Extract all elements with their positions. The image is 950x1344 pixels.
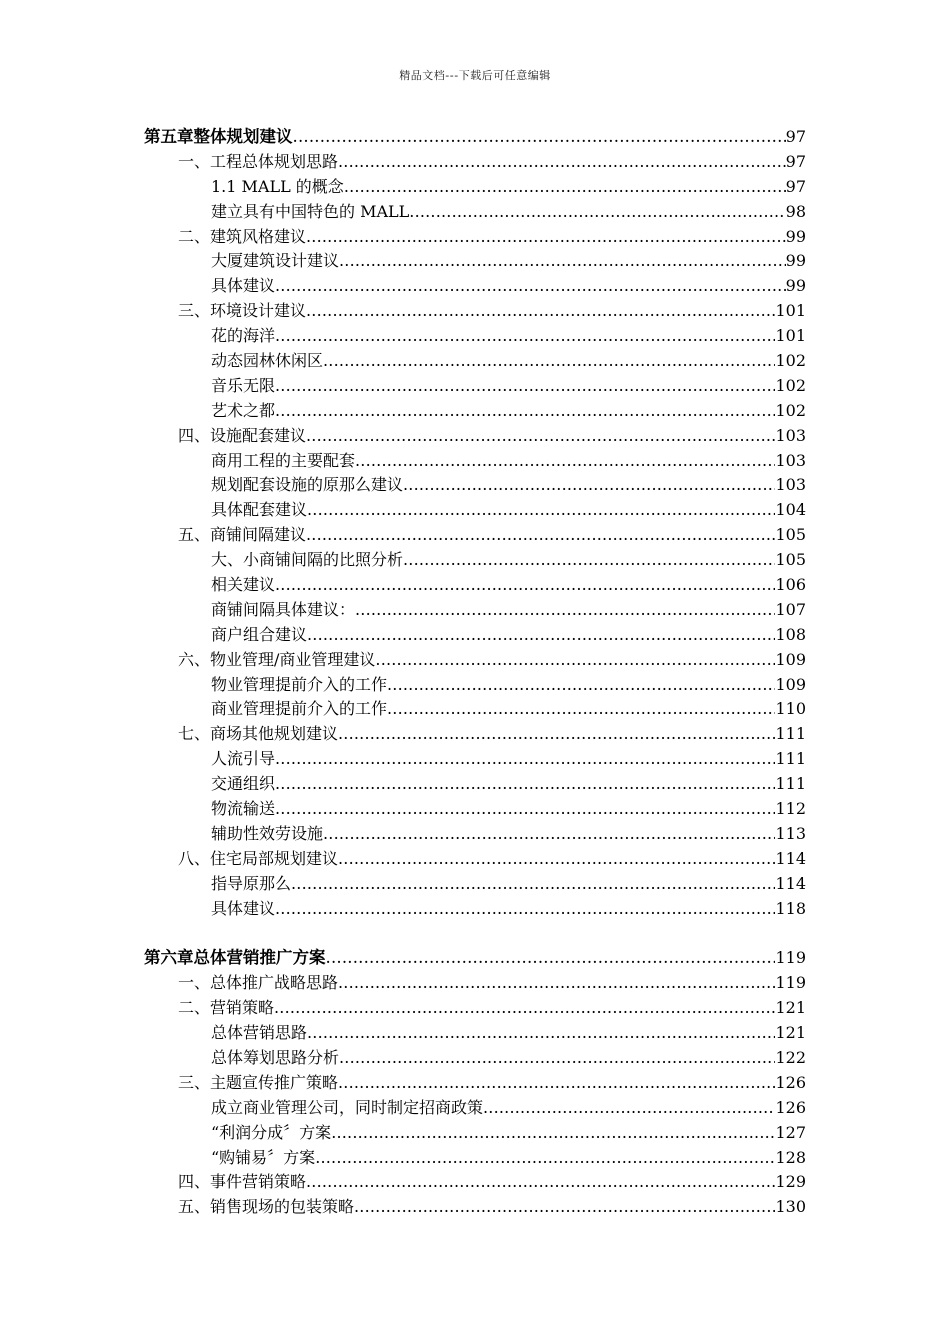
- dot-leader: [315, 1146, 775, 1171]
- toc-page-number: 129: [775, 1172, 806, 1192]
- dot-leader: [403, 473, 775, 498]
- toc-entry[interactable]: [144, 1121, 806, 1146]
- toc-page-number: 109: [775, 649, 806, 669]
- dot-leader: [344, 175, 786, 200]
- dot-leader: [403, 548, 775, 573]
- dot-leader: [307, 498, 775, 523]
- toc-entry-title: 辅助性效劳设施: [211, 823, 324, 843]
- toc-page-number: 114: [775, 848, 806, 868]
- toc-entry[interactable]: [144, 548, 806, 573]
- toc-entry-title: 六、物业管理/商业管理建议: [178, 649, 376, 669]
- dot-leader: [275, 399, 775, 424]
- dot-leader: [339, 1046, 775, 1071]
- dot-leader: [339, 249, 786, 274]
- toc-entry-title: 人流引导: [211, 749, 276, 769]
- toc-page-number: 126: [775, 1072, 806, 1092]
- toc-entry-title: 第六章总体营销推广方案: [144, 948, 326, 968]
- dot-leader: [306, 523, 775, 548]
- toc-entry-title: 商业管理提前介入的工作: [211, 699, 388, 719]
- toc-entry-title: 指导原那么: [211, 873, 292, 893]
- toc-entry-title: 交通组织: [211, 774, 276, 794]
- toc-entry-title: 物流输送: [211, 799, 276, 819]
- dot-leader: [293, 125, 786, 150]
- toc-page-number: 114: [775, 873, 806, 893]
- toc-page-number: 99: [785, 276, 806, 296]
- toc-entry[interactable]: [144, 424, 806, 449]
- toc-page-number: 111: [775, 749, 806, 769]
- toc-page-number: 122: [775, 1047, 806, 1067]
- dot-leader: [409, 200, 785, 225]
- toc-entry[interactable]: [144, 872, 806, 897]
- dot-leader: [354, 1195, 775, 1220]
- toc-entry[interactable]: [144, 648, 806, 673]
- toc-entry[interactable]: [144, 249, 806, 274]
- dot-leader: [338, 1071, 775, 1096]
- toc-entry[interactable]: [144, 1195, 806, 1220]
- toc-entry-title: 八、住宅局部规划建议: [178, 848, 339, 868]
- dot-leader: [291, 872, 775, 897]
- toc-page-number: 121: [775, 1023, 806, 1043]
- toc-entry[interactable]: [144, 1146, 806, 1171]
- dot-leader: [275, 897, 775, 922]
- toc-entry[interactable]: [144, 971, 806, 996]
- toc-page-number: 97: [785, 127, 806, 146]
- toc-entry[interactable]: [144, 1021, 806, 1046]
- toc-page-number: 102: [775, 400, 806, 420]
- toc-entry-title: 建立具有中国特色的 MALL: [211, 201, 410, 221]
- toc-page-number: 107: [775, 599, 806, 619]
- dot-leader: [483, 1096, 775, 1121]
- toc-page-number: 102: [775, 375, 806, 395]
- toc-entry[interactable]: [144, 274, 806, 299]
- dot-leader: [338, 150, 786, 175]
- toc-page-number: 99: [785, 226, 806, 246]
- toc-entry-title: 五、销售现场的包装策略: [178, 1197, 355, 1217]
- toc-entry[interactable]: [144, 225, 806, 250]
- dot-leader: [338, 971, 775, 996]
- dot-leader: [375, 648, 775, 673]
- toc-entry-title: 1.1 MALL 的概念: [211, 176, 344, 196]
- toc-entry[interactable]: [144, 772, 806, 797]
- toc-entry-title: “购铺易〞方案: [211, 1147, 316, 1167]
- toc-entry[interactable]: [144, 1046, 806, 1071]
- dot-leader: [306, 424, 775, 449]
- toc-page-number: 119: [775, 948, 806, 968]
- table-of-contents: [144, 125, 806, 1220]
- toc-entry-title: 商户组合建议: [211, 624, 308, 644]
- dot-leader: [323, 822, 775, 847]
- toc-entry[interactable]: [144, 623, 806, 648]
- dot-leader: [338, 722, 775, 747]
- toc-entry-title: 花的海洋: [211, 326, 276, 346]
- toc-page-number: 112: [775, 799, 806, 819]
- toc-entry-title: 成立商业管理公司，同时制定招商政策: [211, 1097, 484, 1117]
- toc-page-number: 113: [775, 823, 806, 843]
- toc-page-number: 103: [775, 450, 806, 470]
- toc-entry[interactable]: [144, 747, 806, 772]
- toc-entry-title: 一、总体推广战略思路: [178, 973, 339, 993]
- dot-leader: [275, 772, 775, 797]
- dot-leader: [331, 1121, 775, 1146]
- dot-leader: [338, 847, 775, 872]
- toc-page-number: 103: [775, 425, 806, 445]
- toc-entry[interactable]: [144, 722, 806, 747]
- toc-page-number: 118: [775, 898, 806, 918]
- toc-entry[interactable]: [144, 847, 806, 872]
- toc-page-number: 104: [775, 500, 806, 520]
- dot-leader: [275, 573, 775, 598]
- toc-entry-title: 四、设施配套建议: [178, 425, 307, 445]
- toc-entry[interactable]: [144, 697, 806, 722]
- toc-entry-title: 商用工程的主要配套: [211, 450, 356, 470]
- dot-leader: [387, 673, 775, 698]
- toc-entry[interactable]: [144, 299, 806, 324]
- toc-entry-title: 大厦建筑设计建议: [211, 251, 340, 271]
- toc-entry-title: 规划配套设施的原那么建议: [211, 475, 404, 495]
- toc-entry-title: 第五章整体规划建议: [144, 127, 293, 146]
- toc-entry-title: 具体配套建议: [211, 500, 308, 520]
- toc-entry[interactable]: [144, 200, 806, 225]
- toc-entry-title: 商铺间隔具体建议：: [211, 599, 356, 619]
- dot-leader: [274, 996, 775, 1021]
- toc-page-number: 99: [785, 251, 806, 271]
- toc-entry[interactable]: [144, 822, 806, 847]
- dot-leader: [275, 374, 775, 399]
- toc-page-number: 119: [775, 973, 806, 993]
- toc-page-number: 97: [785, 176, 806, 196]
- toc-entry-title: 一、工程总体规划思路: [178, 151, 339, 171]
- toc-entry-title: 大、小商铺间隔的比照分析: [211, 550, 404, 570]
- dot-leader: [323, 349, 775, 374]
- dot-leader: [307, 1021, 775, 1046]
- toc-page-number: 110: [775, 699, 806, 719]
- toc-page-number: 106: [775, 575, 806, 595]
- toc-entry-title: 动态园林休闲区: [211, 351, 324, 371]
- toc-entry-title: 具体建议: [211, 276, 276, 296]
- toc-entry-title: 物业管理提前介入的工作: [211, 674, 388, 694]
- toc-page-number: 105: [775, 550, 806, 570]
- toc-entry[interactable]: [144, 573, 806, 598]
- dot-leader: [306, 299, 775, 324]
- toc-entry-title: 七、商场其他规划建议: [178, 724, 339, 744]
- toc-entry[interactable]: [144, 349, 806, 374]
- toc-entry[interactable]: [144, 150, 806, 175]
- toc-entry[interactable]: [144, 473, 806, 498]
- toc-entry-title: 五、商铺间隔建议: [178, 525, 307, 545]
- toc-entry[interactable]: [144, 797, 806, 822]
- dot-leader: [326, 946, 776, 971]
- toc-entry[interactable]: [144, 598, 806, 623]
- toc-page-number: 128: [775, 1147, 806, 1167]
- toc-entry[interactable]: [144, 1071, 806, 1096]
- toc-page-number: 97: [785, 151, 806, 171]
- toc-entry[interactable]: [144, 374, 806, 399]
- toc-page-number: 109: [775, 674, 806, 694]
- toc-entry-title: 二、建筑风格建议: [178, 226, 307, 246]
- toc-entry-title: 相关建议: [211, 575, 276, 595]
- toc-entry-title: 三、主题宣传推广策略: [178, 1072, 339, 1092]
- toc-entry-title: 总体筹划思路分析: [211, 1047, 340, 1067]
- toc-page-number: 121: [775, 998, 806, 1018]
- toc-page-number: 102: [775, 351, 806, 371]
- toc-chapter-entry[interactable]: [144, 125, 806, 150]
- dot-leader: [355, 449, 775, 474]
- toc-page-number: 101: [775, 301, 806, 321]
- toc-entry-title: “利润分成〞方案: [211, 1122, 332, 1142]
- dot-leader: [275, 747, 775, 772]
- toc-entry-title: 总体营销思路: [211, 1023, 308, 1043]
- dot-leader: [355, 598, 775, 623]
- toc-entry[interactable]: [144, 498, 806, 523]
- dot-leader: [306, 225, 786, 250]
- toc-entry-title: 二、营销策略: [178, 998, 275, 1018]
- toc-page-number: 126: [775, 1097, 806, 1117]
- toc-entry-title: 音乐无限: [211, 375, 276, 395]
- toc-entry-title: 艺术之都: [211, 400, 276, 420]
- toc-page-number: 111: [775, 724, 806, 744]
- toc-entry[interactable]: [144, 399, 806, 424]
- toc-page-number: 98: [785, 201, 806, 221]
- toc-entry[interactable]: [144, 897, 806, 922]
- toc-page-number: 108: [775, 624, 806, 644]
- dot-leader: [387, 697, 775, 722]
- dot-leader: [275, 797, 775, 822]
- dot-leader: [275, 274, 786, 299]
- toc-entry-title: 四、事件营销策略: [178, 1172, 307, 1192]
- toc-page-number: 111: [775, 774, 806, 794]
- toc-entry-title: 具体建议: [211, 898, 276, 918]
- toc-page-number: 127: [775, 1122, 806, 1142]
- section-gap: [144, 922, 806, 947]
- toc-entry-title: 三、环境设计建议: [178, 301, 307, 321]
- toc-entry[interactable]: [144, 1170, 806, 1195]
- toc-entry[interactable]: [144, 175, 806, 200]
- toc-entry[interactable]: [144, 523, 806, 548]
- dot-leader: [307, 623, 775, 648]
- toc-entry[interactable]: [144, 996, 806, 1021]
- toc-page-number: 130: [775, 1197, 806, 1217]
- dot-leader: [275, 324, 775, 349]
- toc-entry[interactable]: [144, 449, 806, 474]
- toc-chapter-entry[interactable]: [144, 946, 806, 971]
- toc-page-number: 105: [775, 525, 806, 545]
- toc-entry[interactable]: [144, 1096, 806, 1121]
- toc-page-number: 103: [775, 475, 806, 495]
- toc-entry[interactable]: [144, 324, 806, 349]
- page-header: 精品文档---下载后可任意编辑: [399, 69, 551, 82]
- dot-leader: [306, 1170, 775, 1195]
- toc-entry[interactable]: [144, 673, 806, 698]
- toc-page-number: 101: [775, 326, 806, 346]
